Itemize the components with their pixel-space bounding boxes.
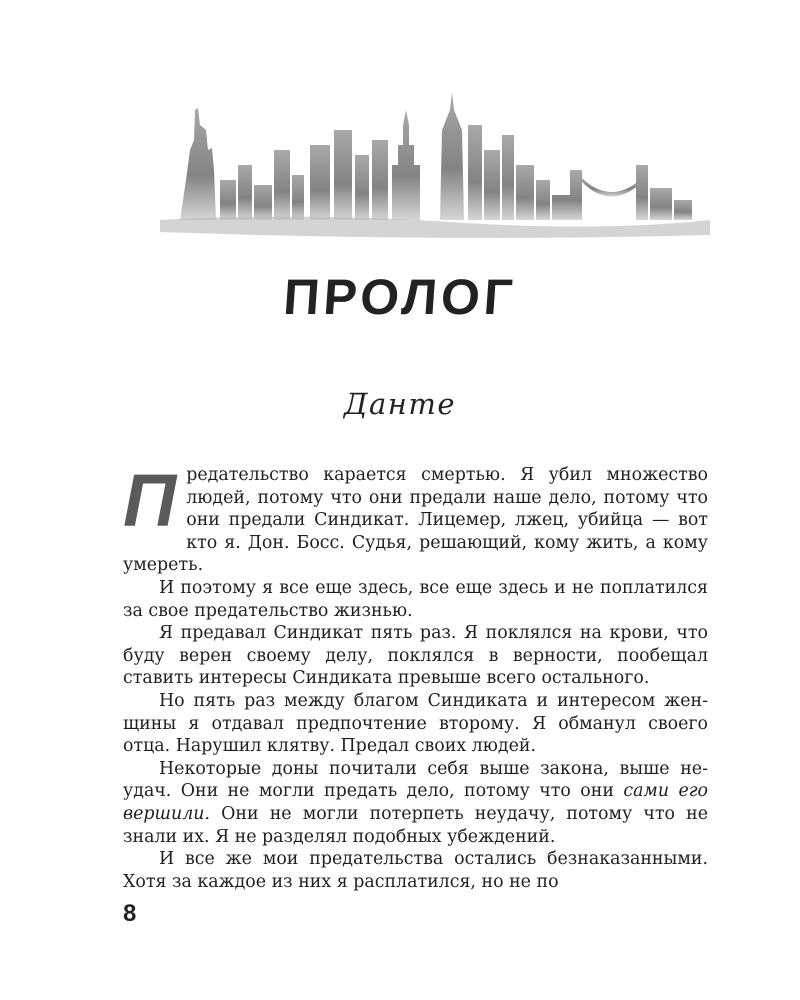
paragraph: И поэтому я все еще здесь, все еще здесь и не поплатился за свое предательство жизнью. xyxy=(123,577,708,621)
paragraph xyxy=(123,758,708,848)
paragraph: Но пять раз между благом Синдиката и интересом женщины я отдавал предпочтение второму. Я обманул своего отца. Нарушил клятву. Предал своих людей. xyxy=(123,690,708,757)
statue-of-liberty-icon xyxy=(180,108,216,220)
paragraph xyxy=(123,459,708,577)
paragraph-text: . Они не могли потерпеть неудачу, потому что не знали их. Я не разделял подобных убеждений. xyxy=(123,803,708,847)
page-number: 8 xyxy=(123,900,137,927)
city-skyline-illustration xyxy=(150,70,720,260)
emphasis-text: сами его вершили xyxy=(123,781,708,824)
body-text xyxy=(123,459,708,893)
paragraph-text: Некоторые доны почитали себя выше закона, выше неудач. Они не могли предать дело, потому что они xyxy=(123,758,708,802)
pov-character-name: Данте xyxy=(343,387,457,421)
paragraph: И все же мои предательства остались безнаказанными. Хотя за каждое из них я расплатился, но не по xyxy=(123,849,708,892)
chapter-title: ПРОЛОГ xyxy=(281,269,519,325)
paragraph: Я предавал Синдикат пять раз. Я поклялся на крови, что буду верен своему делу, поклялся в верности, пообещал ставить интересы Синдиката превыше всего остального. xyxy=(123,623,708,689)
drop-cap: П xyxy=(123,459,177,542)
paragraph-text: редательство карается смертью. Я убил множество людей, потому что они предали наше дело, потому что они предали Синдикат. Лицемер, лжец, убийца — вот кто я. Дон. Босс. Судья, решающий, кому жить, а кому умереть. xyxy=(123,465,708,576)
